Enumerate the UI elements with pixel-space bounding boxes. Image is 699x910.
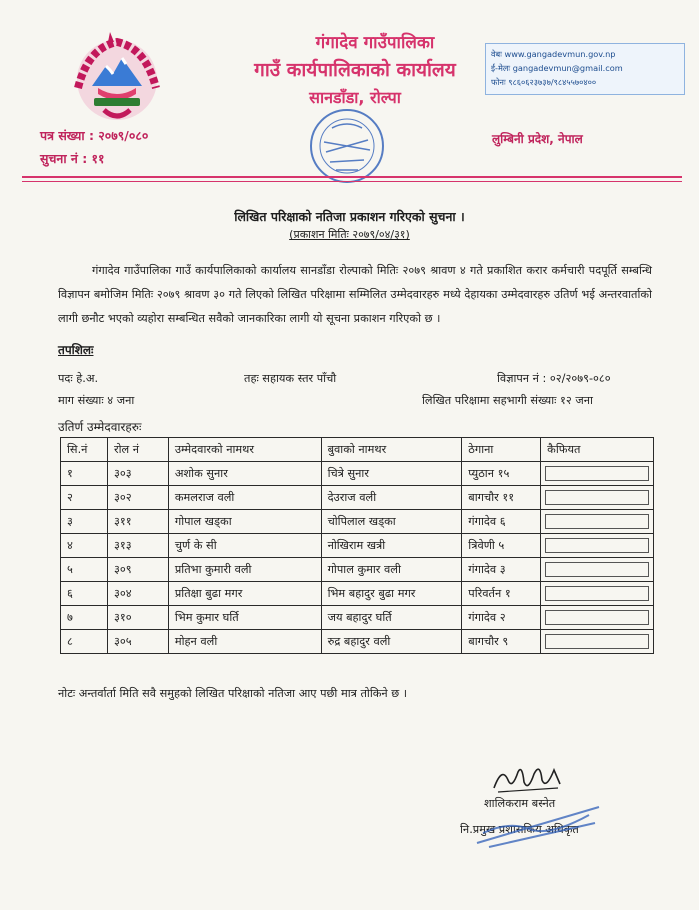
phone-label: फोनः xyxy=(491,77,506,87)
office-place: सानडाँडा, रोल्पा xyxy=(309,88,401,107)
cell-father: रुद्र बहादुर वली xyxy=(321,630,462,654)
cell-sn: १ xyxy=(61,462,108,486)
passed-candidates-label: उतिर्ण उम्मेदवारहरुः xyxy=(58,420,142,434)
table-row xyxy=(61,606,654,630)
cell-candidate: चुर्ण के सी xyxy=(168,534,321,558)
cell-address: गंगादेव २ xyxy=(462,606,541,630)
notice-subtitle xyxy=(0,227,699,242)
cell-remarks xyxy=(541,510,654,534)
interview-note: नोटः अन्तर्वार्ता मिति सवै समुहको लिखित परिक्षाको नतिजा आए पछी मात्र तोकिने छ । xyxy=(58,687,408,700)
cell-remarks xyxy=(541,582,654,606)
header-divider xyxy=(22,176,682,178)
contact-web xyxy=(491,47,679,61)
cell-candidate: प्रतिभा कुमारी वली xyxy=(168,558,321,582)
table-header-row xyxy=(61,438,654,462)
cell-roll: ३०४ xyxy=(107,582,168,606)
table-row xyxy=(61,462,654,486)
cell-roll: ३०९ xyxy=(107,558,168,582)
details-label: तपशिलः xyxy=(58,343,94,357)
cell-sn: ८ xyxy=(61,630,108,654)
cell-remarks xyxy=(541,486,654,510)
cell-roll: ३०३ xyxy=(107,462,168,486)
web-label: वेबः xyxy=(491,49,502,59)
notice-title: लिखित परिक्षाको नतिजा प्रकाशन गरिएको सुचना । xyxy=(234,209,465,224)
cell-address: प्युठान १५ xyxy=(462,462,541,486)
col-header-father: बुवाको नामथर xyxy=(321,438,462,462)
cell-father: चित्रे सुनार xyxy=(321,462,462,486)
phone-number: ९८६०६२३७३७/९८४५५७०४०० xyxy=(508,77,597,87)
office-name: गाउँ कार्यपालिकाको कार्यालय xyxy=(254,59,456,81)
cell-address: बागचौर ९ xyxy=(462,630,541,654)
level-field: तहः सहायक स्तर पाँचौ xyxy=(244,372,337,385)
cell-father: गोपाल कुमार वली xyxy=(321,558,462,582)
contact-box xyxy=(485,43,685,95)
municipality-name: गंगादेव गाउँपालिका xyxy=(315,33,435,53)
cell-remarks xyxy=(541,558,654,582)
col-header-roll: रोल नं xyxy=(107,438,168,462)
province-name: लुम्बिनी प्रदेश, नेपाल xyxy=(492,132,583,146)
email-label: ई-मेलः xyxy=(491,63,511,73)
table-row xyxy=(61,630,654,654)
table-row xyxy=(61,558,654,582)
cell-candidate: मोहन वली xyxy=(168,630,321,654)
table-row xyxy=(61,510,654,534)
notice-number: सुचना नं : ११ xyxy=(40,151,105,166)
cell-remarks xyxy=(541,606,654,630)
cell-father: देउराज वली xyxy=(321,486,462,510)
cell-address: गंगादेव ३ xyxy=(462,558,541,582)
cell-candidate: कमलराज वली xyxy=(168,486,321,510)
table-row xyxy=(61,486,654,510)
cell-roll: ३०२ xyxy=(107,486,168,510)
results-table xyxy=(60,437,654,654)
cell-address: बागचौर ११ xyxy=(462,486,541,510)
cell-candidate: भिम कुमार घर्ति xyxy=(168,606,321,630)
cell-sn: ७ xyxy=(61,606,108,630)
cell-sn: ५ xyxy=(61,558,108,582)
participants-count-field: लिखित परिक्षामा सहभागी संख्याः १२ जना xyxy=(422,394,593,407)
table-row xyxy=(61,582,654,606)
cell-address: त्रिवेणी ५ xyxy=(462,534,541,558)
letter-number: पत्र संख्या : २०७९/०८० xyxy=(40,128,149,143)
signer-name: शालिकराम बस्नेत xyxy=(484,797,556,810)
cell-roll: ३१३ xyxy=(107,534,168,558)
publication-date: (प्रकाशन मितिः २०७९/०४/३१) xyxy=(289,228,410,241)
cell-candidate: अशोक सुनार xyxy=(168,462,321,486)
cell-father: जय बहादुर घर्ति xyxy=(321,606,462,630)
cell-sn: ३ xyxy=(61,510,108,534)
table-row xyxy=(61,534,654,558)
office-round-stamp xyxy=(262,104,432,186)
cell-remarks xyxy=(541,462,654,486)
cell-remarks xyxy=(541,630,654,654)
officer-stamp xyxy=(469,793,609,851)
cell-sn: ६ xyxy=(61,582,108,606)
cell-roll: ३१० xyxy=(107,606,168,630)
cell-address: गंगादेव ६ xyxy=(462,510,541,534)
cell-roll: ३११ xyxy=(107,510,168,534)
demand-count-field: माग संख्याः ४ जना xyxy=(58,394,135,407)
nepal-emblem-logo xyxy=(58,28,176,128)
col-header-address: ठेगाना xyxy=(462,438,541,462)
col-header-candidate: उम्मेदवारको नामथर xyxy=(168,438,321,462)
signer-designation: नि.प्रमुख प्रशासकिय अधिकृत xyxy=(460,823,579,836)
cell-candidate: गोपाल खड्का xyxy=(168,510,321,534)
advert-number-field: विज्ञापन नं : ०२/२०७९-०८० xyxy=(497,372,611,385)
notice-body: गंगादेव गाउँपालिका गाउँ कार्यपालिकाको कार्यालय सानडाँडा रोल्पाको मितिः २०७९ श्रावण ४ गते प्रकाशित करार कर्मचारी पदपूर्ति सम्बन्धि विज्ञापन बमोजिम मितिः २०७९ श्रावण ३० गते लिएको लिखित परिक्षामा सम्मिलित उम्मेदवारहरु मध्ये देहायका उम्मेदवारहरु उतिर्ण भई अन्तरवार्ताको लागी छनौट भएको व्यहोरा सम्बन्धित सवैको जानकारिका लागी यो सूचना प्रकाशन गरिएको छ । xyxy=(58,264,652,325)
cell-sn: २ xyxy=(61,486,108,510)
header-divider-thin xyxy=(22,181,682,182)
handwritten-signature xyxy=(488,762,568,796)
web-link[interactable]: www.gangadevmun.gov.np xyxy=(504,49,616,59)
cell-father: भिम बहादुर बुढा मगर xyxy=(321,582,462,606)
contact-phone xyxy=(491,75,679,89)
col-header-sn: सि.नं xyxy=(61,438,108,462)
cell-address: परिवर्तन १ xyxy=(462,582,541,606)
cell-roll: ३०५ xyxy=(107,630,168,654)
cell-remarks xyxy=(541,534,654,558)
cell-father: चोपिलाल खड्का xyxy=(321,510,462,534)
cell-father: नोखिराम खत्री xyxy=(321,534,462,558)
post-field: पदः हे.अ. xyxy=(58,372,99,385)
cell-sn: ४ xyxy=(61,534,108,558)
cell-candidate: प्रतिक्षा बुढा मगर xyxy=(168,582,321,606)
contact-email xyxy=(491,61,679,75)
col-header-remarks: कैफियत xyxy=(541,438,654,462)
email-link[interactable]: gangadevmun@gmail.com xyxy=(512,63,623,73)
